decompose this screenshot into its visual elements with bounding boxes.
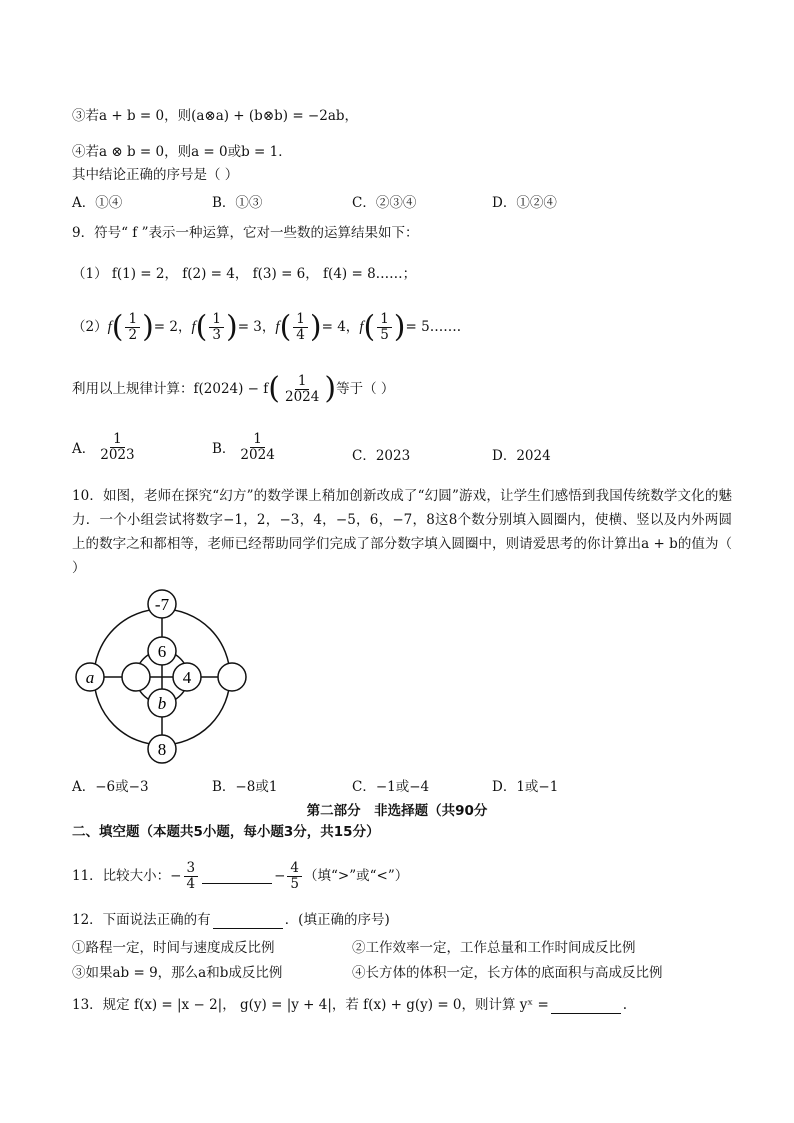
- q10-option-a: A．−6或−3: [72, 779, 149, 795]
- q12-stem: 12．下面说法正确的有 ．(填正确的序号): [72, 912, 390, 928]
- q11-answer-blank[interactable]: [202, 869, 272, 884]
- q10-stem: 10．如图，老师在探究“幻方”的数学课上稍加创新改成了“幻圆”游戏，让学生们感悟到我国传统数学文化的魅力．一个小组尝试将数字−1，2，−3，4，−5，6，−7，8这8个数分别填入圆圈内，使横、竖以及内外两圆上的数字之和都相等，老师已经帮助同学们完成了部分数字填入圆圈中，则请爱思考的你计算出a + b的值为（ ）: [72, 488, 732, 576]
- q8-option-d: D．①②④: [492, 195, 557, 211]
- node-inner-left: [122, 663, 150, 691]
- q12-item-3: ③如果ab = 9，那么a和b成反比例: [72, 965, 283, 981]
- q9-line2-item: f( $\frac{1}{5}$ )= 5…….: [359, 309, 461, 344]
- svg-text:b: b: [157, 694, 167, 713]
- q10-magic-circle-figure: [72, 588, 262, 768]
- svg-text:-7: -7: [154, 595, 170, 614]
- q9-calc: 利用以上规律计算： f(2024) − f ( $\frac{1}{2024}$ ) 等于（ ）: [72, 371, 395, 406]
- q10-option-b: B．−8或1: [212, 779, 278, 795]
- node-left: [76, 663, 104, 691]
- q9-line2-item: f( $\frac{1}{4}$ )= 4，: [275, 309, 360, 344]
- node-inner-right: [173, 663, 201, 691]
- q12-answer-blank[interactable]: [213, 914, 283, 929]
- q8-option-a: A．①④: [72, 195, 123, 211]
- q9-option-b: B． $\frac{1}{2024}$: [212, 431, 275, 463]
- q10-option-c: C．−1或−4: [352, 779, 430, 795]
- q8-prompt: 其中结论正确的序号是（ ）: [72, 167, 239, 183]
- section2-title: 二、填空题（本题共5小题，每小题3分，共15分）: [72, 824, 380, 840]
- q9-line2: （2） f( $\frac{1}{2}$ )= 2， f( $\frac{1}{3}$ )= 3， f( $\frac{1}{4}$ )= 4， f( $\frac{1}{5}$ )= 5…….: [72, 309, 461, 344]
- q9-line1: （1） f(1) = 2， f(2) = 4， f(3) = 6， f(4) = 8……；: [72, 266, 417, 282]
- q13: 13．规定 f(x) = |x − 2|， g(y) = |y + 4|，若 f(x) + g(y) = 0，则计算 yˣ = .: [72, 997, 628, 1013]
- q12-item-1: ①路程一定，时间与速度成反比例: [72, 940, 275, 956]
- q8-option-b: B．①③: [212, 195, 263, 211]
- q8-item3: ③若a + b = 0，则(a⊗a) + (b⊗b) = −2ab，: [72, 108, 359, 124]
- q9-option-c: C．2023: [352, 448, 411, 464]
- q9-line2-item: f( $\frac{1}{3}$ )= 3，: [191, 309, 276, 344]
- svg-text:6: 6: [157, 642, 167, 661]
- svg-text:4: 4: [182, 668, 192, 687]
- svg-text:a: a: [85, 668, 95, 687]
- q8-item4: ④若a ⊗ b = 0，则a = 0或b = 1．: [72, 144, 292, 160]
- part2-title: 第二部分 非选择题（共90分: [306, 803, 488, 819]
- q12-item-2: ②工作效率一定，工作总量和工作时间成反比例: [352, 940, 636, 956]
- q11: 11．比较大小：− $\frac{3}{4}$ − $\frac{4}{5}$ （填“>”或“<”）: [72, 859, 409, 892]
- svg-text:8: 8: [157, 740, 167, 759]
- q9-stem: 9．符号“ f ”表示一种运算，它对一些数的运算结果如下：: [72, 225, 419, 241]
- q9-option-a: A． $\frac{1}{2023}$: [72, 431, 135, 463]
- q10-option-d: D．1或−1: [492, 779, 559, 795]
- q13-answer-blank[interactable]: [551, 999, 621, 1014]
- node-inner-top: [148, 637, 176, 665]
- q8-option-c: C．②③④: [352, 195, 417, 211]
- node-bottom: [148, 735, 176, 763]
- q9-option-d: D．2024: [492, 448, 551, 464]
- node-inner-bottom: [148, 689, 176, 717]
- node-right: [218, 663, 246, 691]
- q9-line2-item: f( $\frac{1}{2}$ )= 2，: [107, 309, 192, 344]
- node-top: [148, 590, 176, 618]
- q12-item-4: ④长方体的体积一定，长方体的底面积与高成反比例: [352, 965, 663, 981]
